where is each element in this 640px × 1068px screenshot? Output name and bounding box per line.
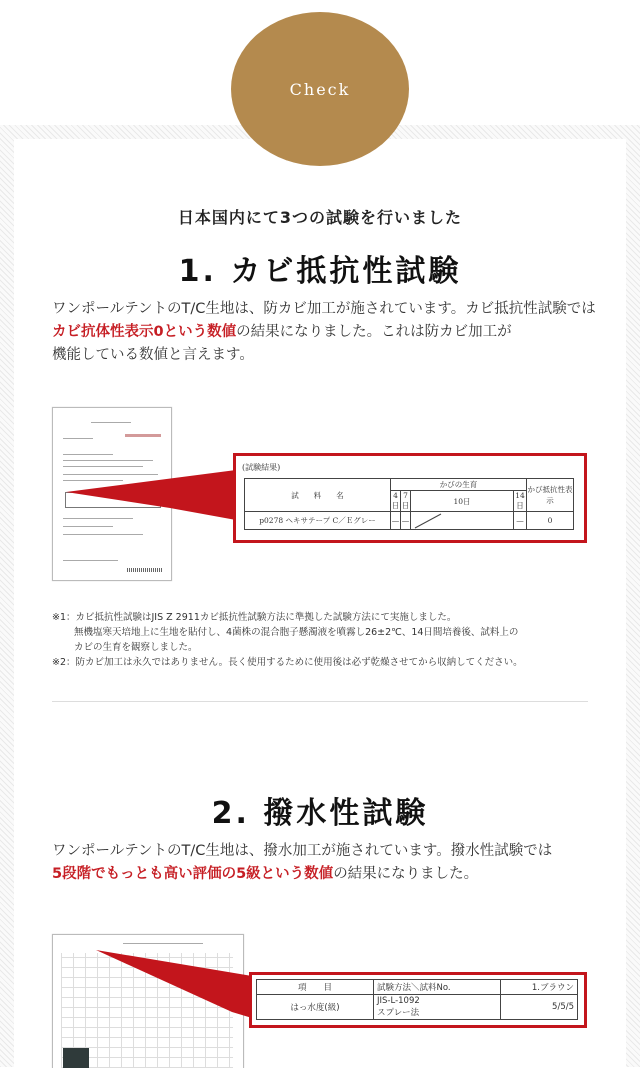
water-result-callout [249, 972, 587, 1028]
mold-sample-name: p0278 ヘキサテープ C／Ｅグレー [245, 512, 391, 530]
section-divider [52, 701, 588, 702]
note-line: カビの生育を観察しました。 [52, 642, 198, 653]
mold-day-header: 7日 [401, 491, 410, 510]
section1-notes [52, 610, 612, 670]
section2-text-b: の結果になりました。 [333, 866, 479, 882]
mold-result-callout [233, 453, 587, 543]
mold-table-caption: (試験結果) [242, 463, 281, 472]
mold-day-header: 10日 [411, 491, 514, 512]
water-col-sample: 1.ブラウン [501, 980, 578, 995]
section2-description [52, 840, 597, 886]
mold-col-sample: 試 料 名 [245, 479, 391, 512]
diagonal-slash-icon [411, 513, 513, 529]
water-result-table [256, 979, 578, 1020]
section1-text-a: ワンポールテントのT/C生地は、防カビ加工が施されています。カビ抵抗性試験では [52, 301, 596, 317]
water-value: 5/5/5 [501, 995, 578, 1020]
section1-title: 1. カビ抵抗性試験 [178, 254, 462, 289]
check-badge-label: Check [289, 79, 351, 99]
section2-highlight: 5段階でもっとも高い評価の5級という数値 [52, 866, 334, 882]
water-item: はっ水度(級) [257, 995, 374, 1020]
water-method-line1: JIS-L-1092 [377, 996, 420, 1006]
section1-text-b: の結果になりました。これは防カビ加工が [236, 324, 512, 340]
note-line: ※2：防カビ加工は永久ではありません。長く使用するために使用後は必ず乾燥させてから収納してください。 [52, 657, 523, 668]
check-badge [231, 12, 409, 166]
mold-resist-value: 0 [527, 512, 574, 530]
mold-day-value: — [401, 512, 411, 530]
water-report-thumbnail [52, 934, 244, 1068]
mold-day-value: — [391, 512, 401, 530]
mold-day-value: — [514, 512, 527, 530]
water-method [374, 995, 501, 1020]
water-col-method: 試験方法＼試料No. [374, 980, 501, 995]
note-line: ※1：カビ抵抗性試験はJIS Z 2911カビ抵抗性試験方法に準拠した試験方法にて実施しました。 [52, 612, 457, 623]
note-line: 無機塩寒天培地上に生地を貼付し、4菌株の混合胞子懸濁液を噴霧し26±2℃、14日間培養後、試料上の [52, 627, 519, 638]
section2-text-a: ワンポールテントのT/C生地は、撥水加工が施されています。撥水性試験では [52, 843, 553, 859]
water-col-item: 項 目 [257, 980, 374, 995]
mold-day-value-slash [411, 512, 514, 530]
mold-day-header: 14日 [515, 491, 525, 510]
intro-heading: 日本国内にて3つの試験を行いました [177, 208, 463, 227]
mold-col-growth: かびの生育 [391, 479, 527, 491]
water-method-line2: スプレー法 [377, 1008, 420, 1018]
section1-description [52, 298, 597, 367]
section2-title: 2. 撥水性試験 [211, 796, 429, 831]
mold-col-resist: かび抵抗性表示 [527, 479, 574, 512]
mold-day-header: 4日 [391, 491, 400, 510]
section1-highlight: カビ抗体性表示0という数値 [52, 324, 237, 340]
mold-result-table [244, 478, 574, 530]
mold-report-thumbnail [52, 407, 172, 581]
section1-text-c: 機能している数値と言えます。 [52, 347, 254, 363]
